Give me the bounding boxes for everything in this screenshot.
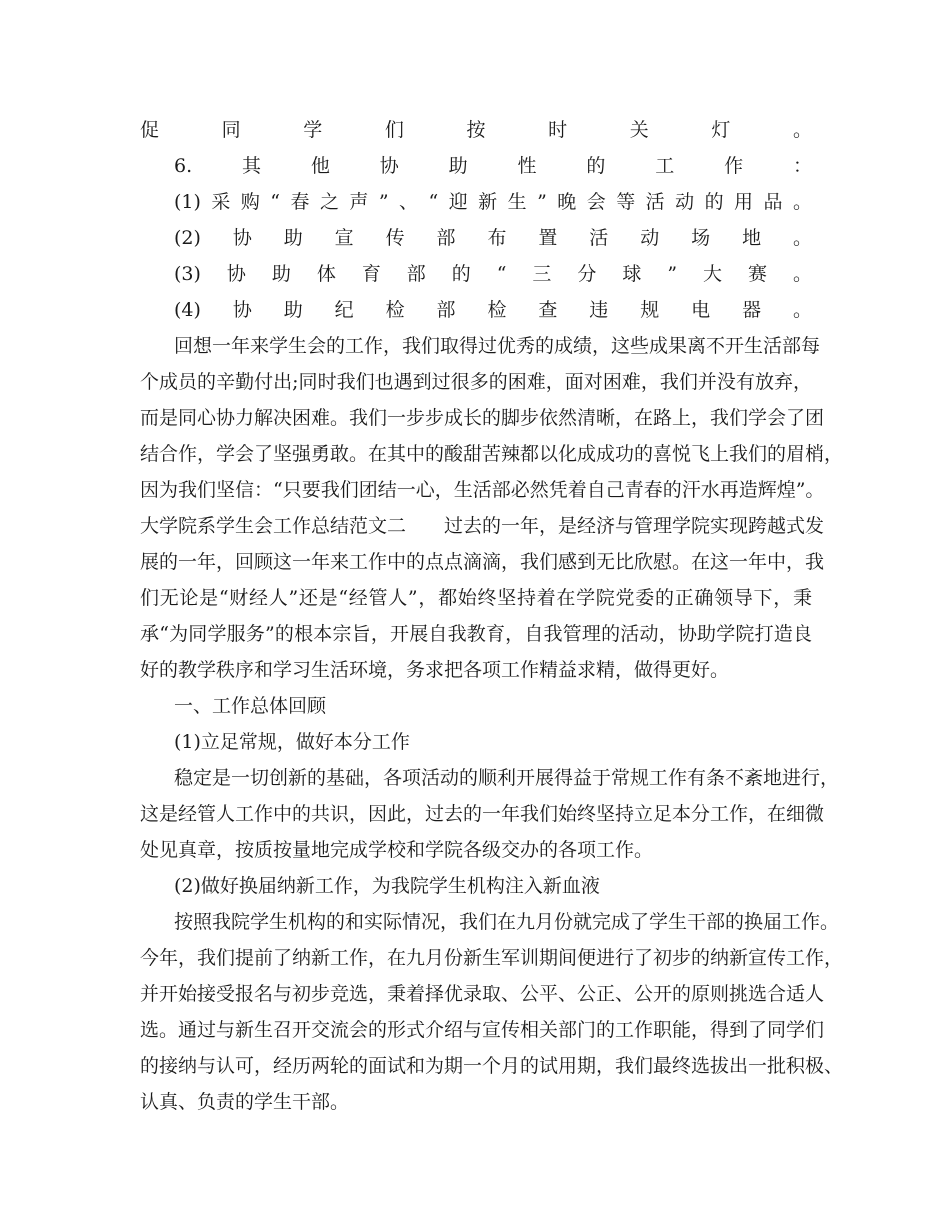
text-line: 们无论是“财经人”还是“经管人”，都始终坚持着在学院党委的正确领导下，秉 — [140, 587, 812, 609]
section-heading: 一、工作总体回顾 — [174, 695, 327, 717]
text-line: 并开始接受报名与初步竞选，秉着择优录取、公平、公正、公开的原则挑选合适人 — [140, 983, 825, 1005]
text-line: (3)协助体育部的“三分球”大赛。 — [174, 263, 812, 285]
subsection-heading: (2)做好换届纳新工作，为我院学生机构注入新血液 — [174, 875, 600, 897]
text-line: 这是经管人工作中的共识，因此，过去的一年我们始终坚持立足本分工作，在细微 — [140, 803, 825, 825]
text-line: 今年，我们提前了纳新工作，在九月份新生军训期间便进行了初步的纳新宣传工作， — [140, 947, 844, 969]
text-line: 按照我院学生机构的和实际情况，我们在九月份就完成了学生干部的换届工作。 — [174, 911, 840, 933]
text-line: 好的教学秩序和学习生活环境，务求把各项工作精益求精，做得更好。 — [140, 659, 730, 681]
text-line: (1)采购“春之声”、“迎新生”晚会等活动的用品。 — [174, 191, 812, 213]
text-line: 选。通过与新生召开交流会的形式介绍与宣传相关部门的工作职能，得到了同学们 — [140, 1019, 825, 1041]
text-line: 展的一年，回顾这一年来工作中的点点滴滴，我们感到无比欣慰。在这一年中，我 — [140, 551, 825, 573]
text-line: 个成员的辛勤付出;同时我们也遇到过很多的困难，面对困难，我们并没有放弃， — [140, 371, 812, 393]
text-line: 承“为同学服务”的根本宗旨，开展自我教育，自我管理的活动，协助学院打造良 — [140, 623, 812, 645]
text-line: 处见真章，按质按量地完成学校和学院各级交办的各项工作。 — [140, 839, 654, 861]
text-line: 因为我们坚信：“只要我们团结一心，生活部必然凭着自己青春的汗水再造辉煌”。 — [140, 479, 825, 501]
text-line: 结合作，学会了坚强勇敢。在其中的酸甜苦辣都以化成成功的喜悦飞上我们的眉梢， — [140, 443, 844, 465]
text-line: (4)协助纪检部检查违规电器。 — [174, 299, 812, 321]
text-line: 稳定是一切创新的基础，各项活动的顺利开展得益于常规工作有条不紊地进行， — [174, 767, 840, 789]
text-line: 的接纳与认可，经历两轮的面试和为期一个月的试用期，我们最终选拔出一批积极、 — [140, 1055, 844, 1077]
text-line: 而是同心协力解决困难。我们一步步成长的脚步依然清晰，在路上，我们学会了团 — [140, 407, 825, 429]
text-line: 回想一年来学生会的工作，我们取得过优秀的成绩，这些成果离不开生活部每 — [174, 335, 821, 357]
text-line: 6.其他协助性的工作： — [174, 155, 812, 177]
text-line: (2)协助宣传部布置活动场地。 — [174, 227, 812, 249]
text-line: 认真、负责的学生干部。 — [140, 1091, 350, 1113]
text-line: 大学院系学生会工作总结范文二 过去的一年，是经济与管理学院实现跨越式发 — [140, 515, 825, 537]
text-line: 促同学们按时关灯。 — [140, 119, 812, 141]
subsection-heading: (1)立足常规，做好本分工作 — [174, 731, 410, 753]
